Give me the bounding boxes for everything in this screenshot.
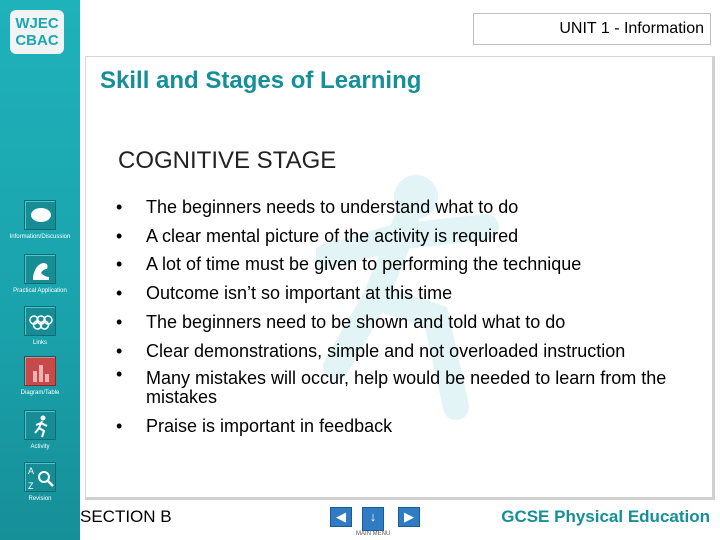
olympic-rings-icon <box>24 306 56 336</box>
sidebar <box>0 0 80 540</box>
back-button[interactable] <box>330 507 352 527</box>
arrow-left-icon: ◀ <box>336 509 346 524</box>
bullet-list <box>116 193 691 441</box>
logo-line2: CBAC <box>15 32 59 49</box>
list-item: • Outcome isn’t so important at this time <box>116 279 691 308</box>
main-menu-label: MAIN MENU <box>356 531 391 537</box>
list-item: • A clear mental picture of the activity is required <box>116 222 691 251</box>
sidebar-item-revision[interactable] <box>0 462 80 502</box>
logo-line1: WJEC <box>15 15 59 32</box>
section-heading: COGNITIVE STAGE <box>118 147 337 174</box>
speech-bubble-icon <box>24 200 56 230</box>
sidebar-item-label: Information/Discussion <box>9 234 71 240</box>
sidebar-item-label: Revision <box>28 496 52 502</box>
svg-text:Z: Z <box>28 481 34 491</box>
list-item: • The beginners need to be shown and told what to do <box>116 308 691 337</box>
list-item: • A lot of time must be given to performing the technique <box>116 250 691 279</box>
sidebar-item-label: Links <box>32 340 47 346</box>
main-menu-button[interactable] <box>362 507 384 531</box>
sidebar-item-links[interactable] <box>0 306 80 346</box>
flexed-arm-icon <box>24 254 56 284</box>
content-box <box>85 56 715 500</box>
sidebar-item-information[interactable] <box>0 200 80 240</box>
sidebar-item-label: Activity <box>30 444 50 450</box>
sidebar-item-label: Diagram/Table <box>20 390 60 396</box>
section-label: SECTION B <box>80 507 172 526</box>
sidebar-item-activity[interactable] <box>0 410 80 450</box>
list-item: • Many mistakes will occur, help would be needed to learn from the mistakes <box>116 365 691 412</box>
sidebar-item-practical[interactable] <box>0 254 80 294</box>
brand-label: GCSE Physical Education <box>501 507 710 526</box>
list-item: • Clear demonstrations, simple and not overloaded instruction <box>116 337 691 366</box>
a-z-search-icon <box>24 462 56 492</box>
bar-chart-icon <box>24 356 56 386</box>
sidebar-item-label: Practical Application <box>13 288 67 294</box>
svg-text:A: A <box>28 466 35 476</box>
page-title: Skill and Stages of Learning <box>100 67 422 94</box>
next-button[interactable] <box>398 507 420 527</box>
main-menu-icon: ↓ <box>369 509 377 524</box>
running-figure-icon <box>24 410 56 440</box>
list-item: • The beginners needs to understand what to do <box>116 193 691 222</box>
sidebar-item-diagram[interactable] <box>0 356 80 396</box>
unit-label: UNIT 1 - Information <box>473 13 711 45</box>
main-panel <box>80 0 720 540</box>
list-item: • Praise is important in feedback <box>116 412 691 441</box>
wjec-logo <box>10 10 64 54</box>
arrow-right-icon: ▶ <box>404 509 414 524</box>
